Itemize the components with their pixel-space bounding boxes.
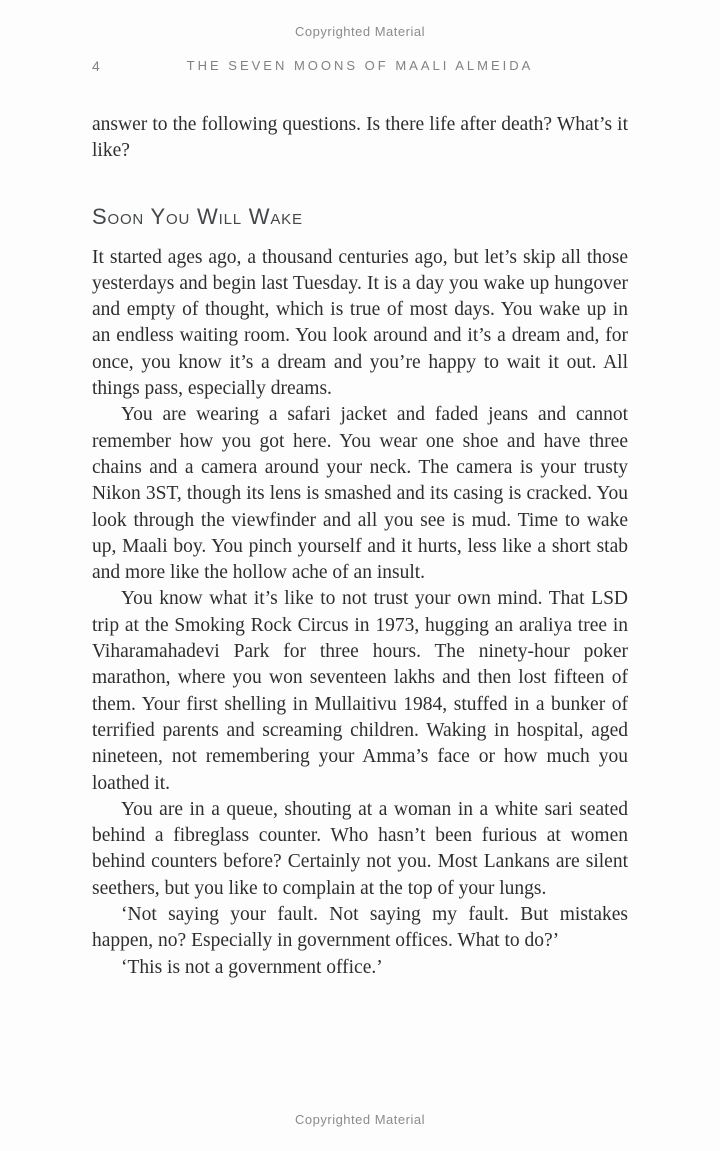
copyright-watermark-bottom: Copyrighted Material [295,1112,425,1127]
section-heading: Soon You Will Wake [92,203,303,229]
paragraph-dialogue: ‘This is not a government office.’ [121,956,383,978]
running-head-title: THE SEVEN MOONS OF MAALI ALMEIDA [186,58,534,73]
paragraph: You are in a queue, shouting at a woman in a white sari seated behind a fibreglass counter. Who hasn’t been furious at women behind counters before? Certainly not you. Most Lankans are silent seethers, but you like to complain at the top of your lungs. [92,798,628,899]
paragraph-dialogue: ‘Not saying your fault. Not saying my fault. But mistakes happen, no? Especially in government offices. What to do?’ [92,904,628,952]
paragraph: It started ages ago, a thousand centuries ago, but let’s skip all those yesterdays and begin last Tuesday. It is a day you wake up hungover and empty of thought, which is true of most days. You wake up in an endless waiting room. You look around and it’s a dream and, for once, you know it’s a dream and you’re happy to wait it out. All things pass, especially dreams. [92,246,628,400]
page-header [0,58,720,76]
body-text-block [92,112,628,981]
paragraph: You know what it’s like to not trust your own mind. That LSD trip at the Smoking Rock Circus in 1973, hugging an araliya tree in Viharamahadevi Park for three hours. The ninety-hour poker marathon, where you won seventeen lakhs and then lost fifteen of them. Your first shelling in Mullaitivu 1984, stuffed in a bunker of terrified parents and screaming children. Waking in hospital, aged nineteen, not remembering your Amma’s face or how much you loathed it. [92,588,628,794]
paragraph: You are wearing a safari jacket and faded jeans and cannot remember how you got here. You wear one shoe and have three chains and a camera around your neck. The camera is your trusty Nikon 3ST, though its lens is smashed and its casing is cracked. You look through the viewfinder and all you see is mud. Time to wake up, Maali boy. You pinch yourself and it hurts, less like a short stab and more like the hollow ache of an insult. [92,404,628,584]
paragraph-continuation: answer to the following questions. Is there life after death? What’s it like? [92,114,628,162]
copyright-watermark-top: Copyrighted Material [295,24,425,39]
page-number: 4 [92,58,100,74]
